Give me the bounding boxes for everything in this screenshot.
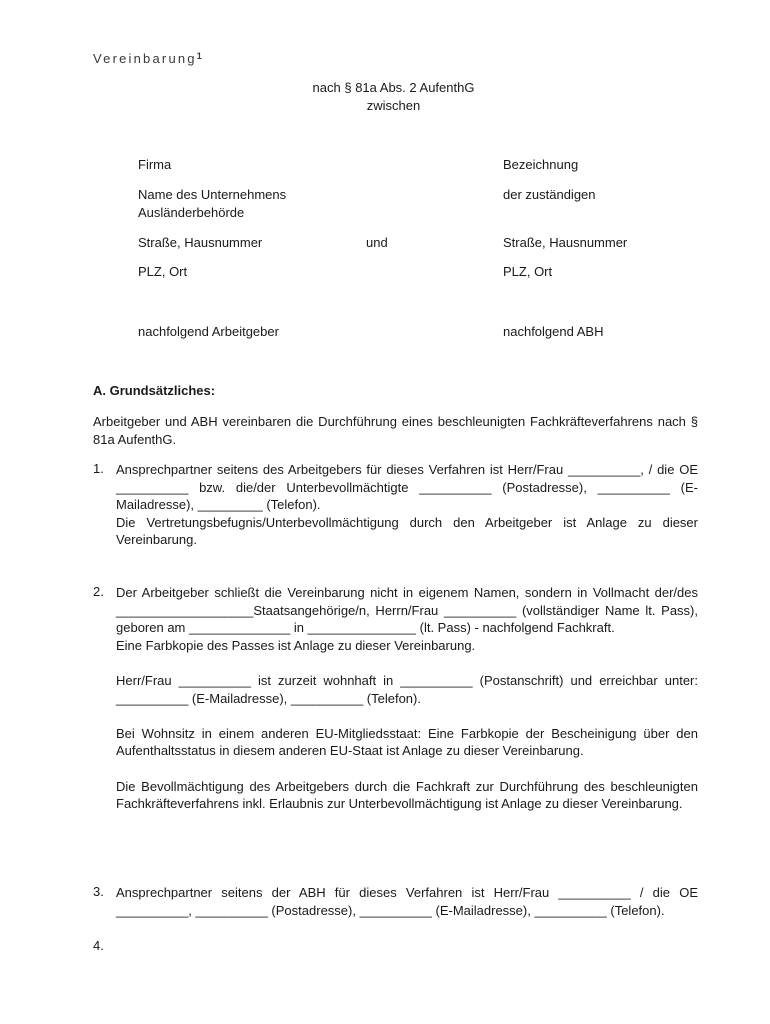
- section-a-intro: Arbeitgeber und ABH vereinbaren die Durchführung eines beschleunigten Fachkräfteverfahrens nach § 81a AufenthG.: [93, 414, 698, 447]
- list-item-3: [93, 884, 698, 919]
- party-right-alias: nachfolgend ABH: [503, 324, 604, 339]
- list-item-paragraph: Eine Farbkopie des Passes ist Anlage zu dieser Vereinbarung.: [116, 637, 476, 653]
- document-title-text: Vereinbarung: [93, 51, 197, 66]
- party-left-firm: Firma: [138, 157, 172, 172]
- subtitle-law-reference: nach § 81a Abs. 2 AufenthG: [312, 80, 475, 95]
- list-item-1: [93, 461, 698, 549]
- list-item-number: 4.: [93, 938, 104, 953]
- list-item-2: [93, 584, 698, 813]
- subtitle-between: zwischen: [366, 98, 421, 113]
- party-right-designation: Bezeichnung: [503, 157, 579, 172]
- document-title: [93, 51, 202, 66]
- list-item-number: 3.: [93, 884, 104, 899]
- list-item-paragraph: Die Vertretungsbefugnis/Unterbevollmächtigung durch den Arbeitgeber ist Anlage zu dieser Vereinbarung.: [116, 514, 698, 548]
- party-right-authority: der zuständigen: [503, 187, 596, 202]
- list-item-paragraph: Die Bevollmächtigung des Arbeitgebers durch die Fachkraft zur Durchführung des beschleunigten Fachkräfteverfahrens inkl. Erlaubnis zur Unterbevollmächtigung ist Anlage zu dieser Vereinbarung.: [116, 778, 698, 812]
- party-connector: und: [366, 235, 388, 250]
- party-left-alias: nachfolgend Arbeitgeber: [138, 324, 279, 339]
- list-item-paragraph: Ansprechpartner seitens der ABH für dieses Verfahren ist Herr/Frau __________ / die OE __________, __________ (Postadresse), __________ (E-Mailadresse), __________ (Telefon).: [116, 885, 698, 918]
- footnote-marker: 1: [196, 51, 202, 61]
- party-left-name: Name des Unternehmens: [138, 187, 287, 202]
- list-item-paragraph: Herr/Frau __________ ist zurzeit wohnhaft in __________ (Postanschrift) und erreichbar unter: __________ (E-Mailadresse), __________ (Telefon).: [116, 672, 698, 706]
- party-right-street: Straße, Hausnummer: [503, 235, 628, 250]
- party-left-city: PLZ, Ort: [138, 264, 188, 279]
- party-right-city: PLZ, Ort: [503, 264, 553, 279]
- party-left-authority-name: Ausländerbehörde: [138, 205, 245, 220]
- list-item-paragraph: Der Arbeitgeber schließt die Vereinbarung nicht in eigenem Namen, sondern in Vollmacht der/des ___________________Staatsangehörige/n, Herrn/Frau __________ (vollständiger Name lt. Pass), geboren am ______________ in _______________ (lt. Pass) - nachfolgend Fachkraft.: [116, 585, 698, 636]
- list-item-number: 2.: [93, 584, 104, 599]
- list-item-paragraph: Bei Wohnsitz in einem anderen EU-Mitgliedsstaat: Eine Farbkopie der Bescheinigung über den Aufenthaltsstatus in diesem anderen EU-Staat ist Anlage zu dieser Vereinbarung.: [116, 725, 698, 759]
- list-item-number: 1.: [93, 461, 104, 476]
- list-item-paragraph: Ansprechpartner seitens des Arbeitgebers für dieses Verfahren ist Herr/Frau __________, / die OE __________ bzw. die/der Unterbevollmächtigte __________ (Postadresse), __________ (E-Mailadresse), _________ (Telefon).: [116, 462, 698, 513]
- party-left-street: Straße, Hausnummer: [138, 235, 263, 250]
- section-a-heading: A. Grundsätzliches:: [93, 383, 216, 398]
